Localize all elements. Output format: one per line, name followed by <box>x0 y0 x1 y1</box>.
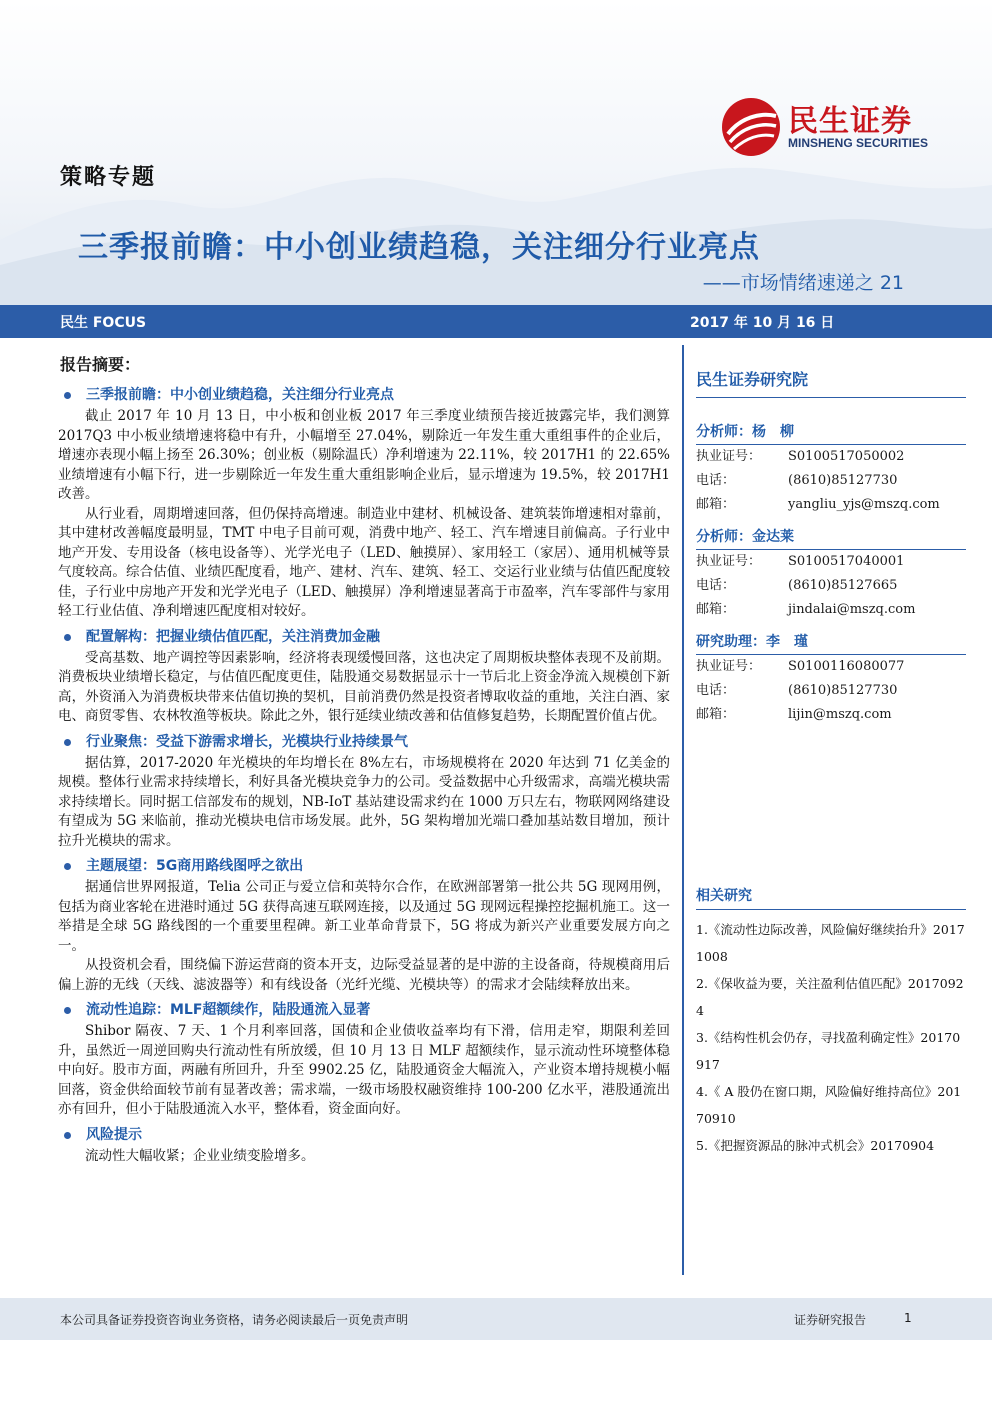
report-title: 三季报前瞻：中小创业绩趋稳，关注细分行业亮点 <box>78 230 760 265</box>
row-key: 邮箱： <box>696 497 736 512</box>
focus-label: 民生 FOCUS <box>60 315 147 331</box>
related-research-heading: 相关研究 <box>696 883 966 910</box>
section-heading-text: 流动性追踪：MLF超额续作，陆股通流入显著 <box>86 1002 371 1018</box>
section-heading <box>58 731 670 753</box>
report-category: 策略专题 <box>60 164 157 190</box>
row-value: (8610)85127730 <box>788 473 898 488</box>
logo-english-name: MINSHENG SECURITIES <box>788 136 929 150</box>
analyst-block <box>696 630 966 727</box>
section-heading-text: 配置解构：把握业绩估值匹配，关注消费加金融 <box>86 628 380 645</box>
analyst-row <box>696 655 966 679</box>
row-value: S0100517040001 <box>788 554 905 569</box>
paragraph: 截止 2017 年 10 月 13 日，中小板和创业板 2017 年三季度业绩预告接近披露完毕，我们测算 2017Q3 中小板业绩增速将稳中有升，小幅增至 27.04%，剔除近一年发生重大重组事件的企业后，增速亦表现小幅上扬至 26.30%；创业板（剔除温氏）净利增速为 22.11%，较 2017H1 的 22.65%业绩增速有小幅下行，进一步剔除近一年发生重大重组影响企业后，显示增速为 19.5%，较 2017H1 改善。 <box>58 408 670 502</box>
section-heading-text: 风险提示 <box>86 1126 142 1143</box>
page-footer <box>0 1298 992 1340</box>
section-heading <box>58 855 670 877</box>
summary-section <box>58 384 670 622</box>
row-value: S0100116080077 <box>788 659 905 674</box>
logo-chinese-name: 民生证券 <box>788 104 912 139</box>
email-link[interactable]: jindalai@mszq.com <box>788 602 916 617</box>
sidebar-spacer <box>696 727 966 883</box>
paragraph: 据估算，2017-2020 年光模块的年均增长在 8%左右，市场规模将在 2020 年达到 71 亿美金的规模。整体行业需求持续增长，利好具备光模块竞争力的公司。受益数据中心升级需求，高端光模块需求持续增长。同时据工信部发布的规划，NB-IoT 基站建设需求约在 1000 万只左右，物联网网络建设有望成为 5G 来临前，推动光模块电信市场发展。此外，5G 架构增加光端口叠加基站数目增加，预计拉升光模块的需求。 <box>58 754 670 849</box>
section-heading-text: 行业聚焦：受益下游需求增长，光模块行业持续景气 <box>86 733 408 750</box>
footer-disclaimer: 本公司具备证券投资咨询业务资格，请务必阅读最后一页免责声明 <box>60 1313 409 1327</box>
analyst-heading: 研究助理：李 瑾 <box>696 630 966 655</box>
logo-mark-icon <box>720 96 782 158</box>
summary-section <box>58 731 670 852</box>
email-link[interactable]: lijin@mszq.com <box>788 707 892 722</box>
paragraph: 流动性大幅收紧；企业业绩变脸增多。 <box>85 1147 315 1164</box>
analyst-row <box>696 598 966 622</box>
bullet-icon <box>64 392 71 399</box>
summary-title: 报告摘要： <box>60 355 141 374</box>
section-heading-text: 主题展望：5G商用路线图呼之欲出 <box>86 858 304 874</box>
paragraph: 从行业看，周期增速回落，但仍保持高增速。制造业中建材、机械设备、建筑装饰增速相对靠前，其中建材改善幅度最明显，TMT 中电子目前可观，消费中地产、轻工、汽车增速目前偏高。子行业中地产开发、专用设备（核电设备等）、光学光电子（LED、触摸屏）、家用轻工（家居）、通用机械等景气度较高。综合估值、业绩匹配度看，地产、建材、汽车、建筑、轻工、交运行业业绩与估值匹配度较佳，子行业中房地产开发和光学光电子（LED、触摸屏）净利增速显著高于市盈率，汽车零部件与家用轻工行业估值、净利增速匹配度相对较好。 <box>58 505 670 619</box>
row-key: 电话： <box>696 683 736 698</box>
section-heading <box>58 626 670 648</box>
section-heading <box>58 384 670 406</box>
related-research-item[interactable]: 5.《把握资源品的脉冲式机会》20170904 <box>696 1138 935 1153</box>
analyst-row <box>696 679 966 703</box>
bullet-icon <box>64 739 71 746</box>
row-value: (8610)85127730 <box>788 683 898 698</box>
analyst-row <box>696 574 966 598</box>
page-number: 1 <box>904 1311 912 1325</box>
section-heading-text: 三季报前瞻：中小创业绩趋稳，关注细分行业亮点 <box>86 387 394 403</box>
analyst-row <box>696 445 966 469</box>
analyst-block <box>696 420 966 517</box>
related-research-item[interactable]: 3.《结构性机会仍存，寻找盈利确定性》20170917 <box>696 1030 961 1072</box>
analyst-block <box>696 525 966 622</box>
row-value: S0100517050002 <box>788 449 905 464</box>
bullet-icon <box>64 863 71 870</box>
institute-name: 民生证券研究院 <box>696 367 966 398</box>
column-divider <box>682 345 684 1275</box>
related-research-item[interactable]: 4.《 A 股仍在窗口期，风险偏好维持高位》20170910 <box>696 1084 962 1126</box>
section-heading <box>58 999 670 1021</box>
row-key: 执业证号： <box>696 554 762 569</box>
focus-bar <box>0 305 992 338</box>
bullet-icon <box>64 1132 71 1139</box>
analyst-row <box>696 550 966 574</box>
analyst-row <box>696 703 966 727</box>
sidebar <box>696 345 966 1159</box>
summary-section <box>58 999 670 1120</box>
paragraph: 从投资机会看，围绕偏下游运营商的资本开支，边际受益显著的是中游的主设备商，待规模商用后偏上游的无线（天线、滤波器等）和有线设备（光纤光缆、光模块等）的需求才会陆续释放出来。 <box>58 957 670 993</box>
row-value: (8610)85127665 <box>788 578 898 593</box>
row-key: 邮箱： <box>696 707 736 722</box>
footer-report-type: 证券研究报告 <box>794 1313 867 1327</box>
related-research-item[interactable]: 2.《保收益为要，关注盈利估值匹配》20170924 <box>696 976 964 1018</box>
summary-section <box>58 855 670 995</box>
paragraph: 受高基数、地产调控等因素影响，经济将表现缓慢回落，这也决定了周期板块整体表现不及前期。消费板块业绩增长稳定，与估值匹配度更佳，陆股通交易数据显示十一节后北上资金净流入规模创下新高，外资涌入为消费板块带来估值切换的契机，目前消费仍然是投资者博取收益的重地，关注白酒、家电、商贸零售、农林牧渔等板块。除此之外，银行延续业绩改善和估值修复趋势，长期配置价值占优。 <box>58 649 670 724</box>
summary-section <box>58 1124 670 1167</box>
analyst-row <box>696 493 966 517</box>
report-date: 2017 年 10 月 16 日 <box>690 315 835 331</box>
analyst-row <box>696 469 966 493</box>
section-heading <box>58 1124 670 1146</box>
bullet-icon <box>64 1007 71 1014</box>
row-key: 电话： <box>696 473 736 488</box>
analyst-heading: 分析师：杨 柳 <box>696 420 966 445</box>
analyst-heading: 分析师：金达莱 <box>696 525 966 550</box>
row-key: 邮箱： <box>696 602 736 617</box>
company-logo <box>720 96 960 158</box>
related-research-item[interactable]: 1.《流动性边际改善，风险偏好继续抬升》20171008 <box>696 922 965 964</box>
paragraph: Shibor 隔夜、7 天、1 个月利率回落，国债和企业债收益率均有下滑，信用走窄，期限利差回升，虽然近一周逆回购央行流动性有所放缓，但 10 月 13 日 MLF 超额续作，显示流动性环境整体稳中向好。股市方面，两融有所回升，升至 9902.25 亿，陆股通资金大幅流入，产业资本增持规模小幅回落，资金供给面较节前有显著改善；需求端，一级市场股权融资维持 100-200 亿水平，港股通流出亦有回升，但小于陆股通流入水平，整体看，资金面向好。 <box>58 1023 670 1117</box>
header-background <box>0 0 992 305</box>
summary-section <box>58 626 670 727</box>
row-key: 电话： <box>696 578 736 593</box>
summary-body <box>58 384 670 1170</box>
bullet-icon <box>64 634 71 641</box>
paragraph: 据通信世界网报道，Telia 公司正与爱立信和英特尔合作，在欧洲部署第一批公共 5G 现网用例，包括为商业客轮在进港时通过 5G 获得高速互联网连接，以及通过 5G 现网远程操控挖掘机施工。这一举措是全球 5G 路线图的一个重要里程碑。新工业革命背景下，5G 将成为新兴产业重要发展方向之一。 <box>58 879 670 954</box>
row-key: 执业证号： <box>696 659 762 674</box>
email-link[interactable]: yangliu_yjs@mszq.com <box>788 497 940 512</box>
report-subtitle: ——市场情绪速递之 21 <box>702 272 904 294</box>
related-research-list <box>696 916 966 1159</box>
row-key: 执业证号： <box>696 449 762 464</box>
